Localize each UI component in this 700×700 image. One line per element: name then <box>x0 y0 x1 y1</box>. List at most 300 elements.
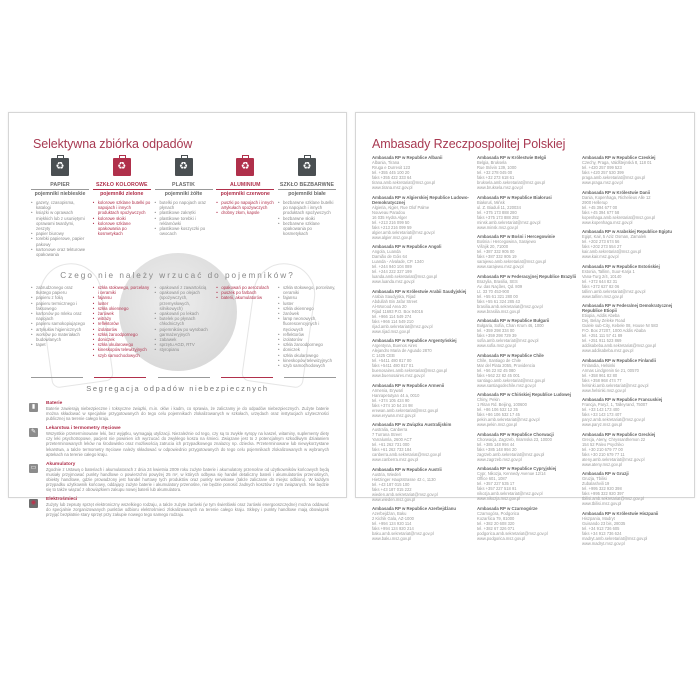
embassy-detail: 1 Ritan Rd. Beijing, 100600 <box>477 402 527 407</box>
list-item: • tapet <box>31 342 89 347</box>
embassy-name: Ambasada RP w Republice Argentyńskiej <box>372 338 457 343</box>
embassy-name: Ambasada RP w Republice Austrii <box>372 466 442 472</box>
list-item: • książki w oprawach miękkich lub z usuniętymi oprawami twardymi, zeszyty <box>31 210 89 231</box>
embassy-email[interactable]: nikozja.amb.sekretariat@msz.gov.pl <box>477 491 543 496</box>
list-item: • izolatorów <box>93 327 151 332</box>
recycle-bin-icon <box>236 158 254 176</box>
embassy-entry <box>372 244 472 284</box>
recycle-bin-icon <box>113 158 131 176</box>
list-item: • witraży <box>93 316 151 321</box>
embassy-name: Ambasada RP w Czarnogórze <box>477 505 538 511</box>
embassy-website[interactable]: www.addisabeba.msz.gov.pl <box>582 348 634 353</box>
embassy-name: Ambasada RP w Królestwie Hiszpanii <box>582 510 659 516</box>
embassy-detail: faks +45 394 677 58 <box>582 209 620 215</box>
bin-category <box>155 158 213 257</box>
embassy-website[interactable]: www.luanda.msz.gov.pl <box>372 279 415 284</box>
embassy-name: Ambasada RP w Republice Finlandii <box>582 357 656 363</box>
embassy-detail: Guisando 23 bis, 28035 <box>582 520 626 526</box>
embassy-detail: Luanda - Alvalade, CP. 1340 <box>372 259 424 264</box>
embassy-detail: faks +359 298 729 39 <box>477 333 517 338</box>
embassy-detail: Armenia, Erywań <box>372 387 404 393</box>
list-item: • butelek po płynach chłodniczych <box>155 316 213 326</box>
embassy-email[interactable]: podgorica.amb.sekretariat@msz.gov.pl <box>477 530 548 536</box>
embassy-email[interactable]: praga.amb.sekretariat@msz.gov.pl <box>582 175 646 180</box>
not-allowed-heading: Czego nie należy wrzucać do pojemników? <box>60 271 295 280</box>
embassy-detail: Bośnia i Hercegowina, Sarajewo <box>477 239 536 244</box>
list-item: • zabrudzonego oraz tłustego papieru <box>31 285 89 295</box>
bin-container-color: pojemniki żółte <box>155 189 213 197</box>
list-item: • szkła stołowego, porcelany, ceramiki <box>278 285 336 295</box>
embassy-name: Ambasada RP w Algierskiej Republice Ludowo-Demokratycznej <box>372 194 469 205</box>
bin-name: PAPIER <box>50 182 70 188</box>
embassy-entry <box>477 195 577 230</box>
embassy-detail: faks +55 61 324 285 43 <box>477 298 520 304</box>
list-item: • fajansu <box>278 295 336 300</box>
embassy-detail: Dej. Belay Zeleke Road <box>582 318 626 323</box>
embassy-detail: faks +61 262 733 184 <box>372 447 412 452</box>
not-allowed-column <box>93 285 151 368</box>
embassy-entry <box>477 318 577 348</box>
list-item: • reflektorów <box>278 332 336 337</box>
embassy-entry <box>372 422 472 462</box>
embassy-detail: Białoruś, Mińsk <box>477 199 505 205</box>
divider <box>31 377 83 378</box>
embassy-name: Ambasada RP w Republice Chorwacji <box>477 431 554 437</box>
divider <box>221 377 273 378</box>
embassy-email[interactable]: brasilia.amb.sekretariat@msz.gov.pl <box>477 303 543 309</box>
embassy-detail: tel. +202 273 674 56 <box>582 239 620 244</box>
embassy-detail: tel. +56 22 82 45 080 <box>477 367 516 373</box>
embassy-website[interactable]: www.kopenhaga.msz.gov.pl <box>582 219 633 225</box>
embassy-detail: 154 52 Paleo Psychiko <box>582 441 624 447</box>
embassy-detail: Rijad 11693 P.O. Box 94016 <box>372 308 424 314</box>
embassy-name: Ambasada RP w Królestwie Danii <box>582 189 650 195</box>
embassy-email[interactable]: zagrzeb.amb.sekretariat@msz.gov.pl <box>477 451 545 457</box>
bin-category <box>31 158 89 257</box>
embassy-detail: faks +966 114 549 210 <box>372 318 414 324</box>
embassy-website[interactable]: www.bruksela.msz.gov.pl <box>477 185 523 190</box>
embassy-detail: faks +30 210 679 77 11 <box>582 451 625 457</box>
embassy-name: Ambasada RP w Republice Greckiej <box>582 431 656 437</box>
embassy-detail: Cypr, Nikozja, Kennedy Avenue 12/14 <box>477 471 546 476</box>
embassy-detail: Australia, Canberra <box>372 427 408 432</box>
embassy-name: Ambasada RP w Republice Bułgarii <box>477 318 550 323</box>
list-item: • szkła okiennego <box>278 306 336 311</box>
embassy-detail: faks +32 273 618 61 <box>477 175 515 180</box>
embassy-column <box>582 155 682 550</box>
not-allowed-column <box>31 285 89 368</box>
embassy-detail: Chorwacja, Zagrzeb, Ilirarnska 23, 10000 <box>477 436 552 442</box>
embassy-email[interactable]: canberra.amb.sekretariat@msz.gov.pl <box>372 452 441 457</box>
bin-category <box>278 158 336 257</box>
embassy-detail: Hiszpania, Madryt <box>582 515 615 521</box>
embassy-detail: tel. +994 124 920 114 <box>372 521 412 526</box>
embassy-detail: tel. +213 216 099 50 <box>372 219 410 225</box>
list-item: • plastikowe koszyczki po owocach <box>155 226 213 236</box>
embassy-detail: faks +34 913 736 624 <box>582 530 622 536</box>
list-item: • żarówek <box>93 311 151 316</box>
hazard-body <box>46 401 329 421</box>
list-item: • lamp neonowych, fluorescencyjnych i rtęciowych <box>278 316 336 332</box>
embassy-detail: faks +202 273 554 27 <box>582 244 622 249</box>
embassy-detail: Etiopia, Addis Abeba <box>582 313 620 318</box>
embassy-name: Ambasada RP w Królestwie Arabii Saudyjskiej <box>372 288 467 294</box>
embassy-detail: 7 Turrana Street <box>372 432 402 437</box>
embassy-website[interactable]: www.madryt.msz.gov.pl <box>582 540 625 546</box>
embassy-entry <box>372 338 472 378</box>
embassy-detail: 16 035 Hydra Alger <box>372 214 408 220</box>
embassy-entry <box>477 506 577 541</box>
embassy-detail: tel. +358 961 82 80 <box>582 372 618 378</box>
embassy-email[interactable]: wieden.amb.sekretariat@msz.gov.pl <box>372 491 438 497</box>
embassy-entry <box>477 353 577 388</box>
embassy-email[interactable]: tbilisi.amb.sekretariat@msz.gov.pl <box>582 496 644 501</box>
recycle-symbol-icon: ♻ <box>55 161 65 172</box>
bin-container-color: pojemniki czerwone <box>216 189 274 197</box>
embassy-email[interactable]: helsinki.amb.sekretariat@msz.gov.pl <box>582 382 649 388</box>
list-item: • szkła okularowego <box>278 353 336 358</box>
embassy-detail: Gruzja, Tbilisi <box>582 476 607 481</box>
embassy-detail: P.O. Box 27207, 1000 Addis Ababa <box>582 328 646 333</box>
embassy-detail: Damião de Góis 64 <box>372 254 408 259</box>
bin-category <box>93 158 151 257</box>
embassy-website[interactable]: www.kair.msz.gov.pl <box>582 254 619 259</box>
embassy-name: Ambasada RP w Republice Cypryjskiej <box>477 466 557 471</box>
embassy-detail: tel. +251 911 523 869 <box>582 338 622 343</box>
divider-rules <box>31 377 336 378</box>
embassy-detail: tel. +45 394 677 00 <box>582 204 618 210</box>
embassy-detail: Albania, Tirana <box>372 160 400 165</box>
embassy-detail: tel. +86 106 532 12 35 <box>477 407 518 412</box>
page-title: Ambasady Rzeczpospolitej Polskiej <box>372 137 566 151</box>
embassies-page <box>355 112 695 546</box>
embassy-detail: tel. +372 644 82 31 <box>582 278 618 284</box>
embassy-detail: faks +372 627 82 06 <box>582 283 620 289</box>
embassy-email[interactable]: algier.amb.sekretariat@msz.gov.pl <box>372 229 435 235</box>
embassy-detail: faks +358 968 474 77 <box>582 377 622 383</box>
embassy-detail: Lt. 33 70 453-900 <box>477 288 510 294</box>
list-item: • szkła okiennego <box>93 306 151 311</box>
embassy-detail: Nouveau Paradou <box>372 209 406 215</box>
embassy-detail: tel. +966 114 549 274 <box>372 313 412 319</box>
embassy-detail: tel. +382 67 326 071 <box>477 525 515 531</box>
list-item: • zabawek <box>155 337 213 342</box>
embassy-detail: Egipt, Kair, 5 Aziz Osman, Zamalek <box>582 234 647 239</box>
list-item: • plastikowe torebki i reklamówki <box>155 216 213 226</box>
embassy-email[interactable]: santiago.amb.sekretariat@msz.gov.pl <box>477 377 546 383</box>
embassy-detail: faks +43 187 015 222 <box>372 486 412 492</box>
embassy-detail: tel. +359 298 334 00 <box>477 328 515 333</box>
embassy-detail: Rruga e Durresit 123 <box>372 165 410 170</box>
embassy-email[interactable]: buenosaires.amb.sekretariat@msz.gov.pl <box>372 368 448 373</box>
embassy-name: Ambasada RP w Związku Australijskim <box>372 422 452 427</box>
hazard-title: Akumulatory <box>46 461 76 467</box>
list-item: • szkła okularowego <box>93 342 151 347</box>
embassy-name: Ambasada RP w Federalnej Demokratycznej Republice Etiopii <box>582 303 673 313</box>
bin-container-color: pojemniki niebieskie <box>31 189 89 197</box>
embassy-entry <box>372 195 472 240</box>
embassy-detail: Office 601, 1087 <box>477 476 507 481</box>
embassy-email[interactable]: paryz.amb.sekretariat@msz.gov.pl <box>582 417 645 422</box>
bin-lid <box>57 155 64 159</box>
list-item: • szkła żaroodpornego <box>93 332 151 337</box>
list-item: • opakowań po lekach <box>155 311 213 316</box>
recycle-symbol-icon: ♻ <box>302 161 312 172</box>
embassy-detail: ul. Z. Biaduli 11, 220034 <box>477 204 521 210</box>
embassy-website[interactable]: www.helsinki.msz.gov.pl <box>582 387 626 393</box>
hazard-text: Baterie zawierają niebezpieczne i toksyczne związki, m.in. ołów i kadm, co sprawia, że zaliczamy je do odpadów niebezpiecznych. Zużyte baterie można składować w specjalnie przygotowanych do tego celu pojemnikach zlokalizowanych w szkołach, urzędach oraz instytucjach użyteczności publicznej na terenie całego kraju. <box>46 406 329 422</box>
embassy-detail: tel. +34 913 736 605 <box>582 525 620 531</box>
list-item: • baterii, akumulatorów <box>216 295 274 300</box>
not-allowed-lists <box>31 285 336 368</box>
embassy-detail: faks +387 332 905 19 <box>477 254 517 259</box>
embassy-website[interactable]: www.buenosaires.msz.gov.pl <box>372 373 425 378</box>
embassy-detail: Kozaršica 79, 81000 <box>477 515 515 521</box>
embassy-email[interactable]: erewan.amb.sekretariat@msz.gov.pl <box>372 407 439 413</box>
embassy-website[interactable]: www.wieden.msz.gov.pl <box>372 496 416 502</box>
embassy-detail: tel. +30 210 679 77 00 <box>582 446 623 452</box>
bin-items <box>31 200 89 257</box>
embassy-detail: tel. +33 143 173 400 <box>582 407 620 412</box>
list-item: • żarówek <box>278 311 336 316</box>
bin-name: PLASTIK <box>172 182 195 188</box>
embassy-detail: faks +375 173 888 282 <box>477 214 519 220</box>
embassy-entry <box>372 155 472 190</box>
hazard-item <box>29 426 329 456</box>
hazard-text: Zgodnie z Ustawą o bateriach i akumulatorach z dnia 24 kwietnia 2009 roku zużyte baterie i akumulatory przenośne od użytkowników końcowych będą musiały przyjmować punkty handlowe o powierzchni powyżej 25 m², w których odbywa się handel detaliczny baterii i akumulatorów przenośnych, obiekty handlowe, gdzie prowadzony jest handel hurtowy tych produktów oraz punkty serwisowe (także zaliczane do miejsc odbioru). W każdym przypadku użytkownik końcowy, oddający zużyte baterie i akumulatory przenośne, nie będzie ponosić żadnych kosztów z tym związanych. Nie będzie się to także wiązać z obowiązkiem zakupu nowej baterii lub akumulatora. <box>46 466 329 493</box>
embassy-detail: Chiny, Pekin <box>477 397 500 402</box>
embassy-name: Ambasada RP w Republice Estońskiej <box>582 263 660 269</box>
embassy-email[interactable]: addisabeba.amb.sekretariat@msz.gov.pl <box>582 343 656 348</box>
waste-segregation-page <box>8 112 347 518</box>
embassy-detail: Angola, Luanda <box>372 249 401 254</box>
embassy-detail: Belgia, Bruksela <box>477 160 507 165</box>
embassy-website[interactable]: www.tallinn.msz.gov.pl <box>582 293 623 299</box>
embassy-entry <box>582 155 682 185</box>
hazard-item <box>29 462 329 492</box>
embassy-entry <box>582 358 682 393</box>
embassy-email[interactable]: sarajewo.amb.sekretariat@msz.gov.pl <box>477 259 547 264</box>
not-allowed-items <box>93 285 151 358</box>
embassy-detail: tel. +375 173 888 280 <box>477 209 517 215</box>
embassy-website[interactable]: www.sofia.msz.gov.pl <box>477 343 516 348</box>
embassy-email[interactable]: baku.amb.sekretariat@msz.gov.pl <box>372 531 434 536</box>
embassy-detail: Abdullah Bin Jafar Street <box>372 298 418 304</box>
embassy-detail: Hanrapetutyan 44 a, 0010 <box>372 392 420 398</box>
embassy-name: Ambasada RP w Gruzji <box>582 471 629 476</box>
embassy-email[interactable]: madryt.amb.sekretariat@msz.gov.pl <box>582 535 648 541</box>
embassy-detail: Finlandia, Helsinki <box>582 362 616 368</box>
bin-name: SZKŁO KOLOROWE <box>95 182 148 188</box>
embassy-email[interactable]: kair.amb.sekretariat@msz.gov.pl <box>582 249 642 254</box>
bin-lid <box>304 155 311 159</box>
list-item: • drobny złom, kapsle <box>216 210 274 215</box>
list-item: • kolorowe szklane opakowania po kosmetykach <box>93 221 151 237</box>
embassy-website[interactable]: www.pekin.msz.gov.pl <box>477 422 517 427</box>
embassy-website[interactable]: www.algier.msz.gov.pl <box>372 234 412 240</box>
embassy-name: Ambasada RP w Republice Białorusi <box>477 194 552 200</box>
embassy-entry <box>477 274 577 314</box>
embassy-email[interactable]: ateny.amb.sekretariat@msz.gov.pl <box>582 456 645 462</box>
bin-items <box>93 200 151 236</box>
bin-category <box>216 158 274 257</box>
embassy-detail: Grecja, Ateny, Chryssanthemon 22 <box>582 436 646 442</box>
embassy-detail: Vana-Turg 2/4, 10140 <box>582 273 622 279</box>
not-allowed-items <box>216 285 274 301</box>
list-item: • puszek po farbach <box>216 290 274 295</box>
embassy-detail: tel. +5411 480 817 00 <box>372 358 412 363</box>
not-allowed-column <box>278 285 336 368</box>
embassy-entry <box>582 511 682 546</box>
embassy-name: Ambasada RP w Republice Francuskiej <box>582 397 663 402</box>
embassy-detail: tel. +32 278 045 00 <box>477 170 513 175</box>
bin-name: SZKŁO BEZBARWNE <box>279 182 335 188</box>
embassy-detail: tel. +387 332 905 00 <box>477 249 515 254</box>
not-allowed-items <box>31 285 89 347</box>
hazard-body <box>46 497 329 517</box>
embassy-email[interactable]: minsk.amb.sekretariat@msz.gov.pl <box>477 219 541 225</box>
recycle-bin-icon <box>298 158 316 176</box>
not-allowed-column <box>216 285 274 368</box>
embassy-detail: Zubalashvili 19 <box>582 481 610 486</box>
embassy-detail: tel. +995 322 920 398 <box>582 486 622 491</box>
embassy-detail: Armas Lindgrenin tie 21, 00570 <box>582 367 639 373</box>
embassy-name: Ambasada RP w Republice Azerbejdżanu <box>372 506 457 511</box>
embassy-website[interactable]: www.praga.msz.gov.pl <box>582 180 623 185</box>
embassy-name: Ambasada RP w Chińskiej Republice Ludowej <box>477 392 571 397</box>
embassy-name: Ambasada RP w Republice Angoli <box>372 244 442 249</box>
embassy-email[interactable]: luanda.amb.sekretariat@msz.gov.pl <box>372 274 438 279</box>
embassy-detail: Arabia Saudyjska, Rijad <box>372 293 416 299</box>
embassy-detail: Hietzinger Hauptstrasse 42 c, 1130 <box>372 476 436 482</box>
recycle-symbol-icon: ♻ <box>240 161 250 172</box>
embassy-email[interactable]: tallinn.amb.sekretariat@msz.gov.pl <box>582 288 646 294</box>
embassy-website[interactable]: www.brasilia.msz.gov.pl <box>477 308 521 314</box>
embassy-website[interactable]: www.zagrzeb.msz.gov.pl <box>477 456 522 462</box>
list-item: • opakowań z zawartością <box>155 285 213 290</box>
list-item: • puszki po napojach i innych artykułach spożywczych <box>216 200 274 210</box>
embassy-detail: Algieria, Algier, Rue Olof Palme <box>372 204 430 210</box>
embassy-detail: tel. +374 105 424 90 <box>372 397 410 403</box>
embassy-detail: Argentyna, Buenos Aires <box>372 343 418 348</box>
embassy-website[interactable]: www.minsk.msz.gov.pl <box>477 224 518 230</box>
embassy-name: Ambasada RP w Republice Czeskiej <box>582 155 656 160</box>
embassy-name: Ambasada RP w Federacyjnej Republice Brazylii <box>477 273 577 279</box>
embassy-columns <box>372 155 682 550</box>
embassy-entry <box>372 467 472 502</box>
embassy-detail: faks +374 10 54 24 98 <box>372 402 413 408</box>
embassy-email[interactable]: sofia.amb.sekretariat@msz.gov.pl <box>477 338 539 343</box>
embassy-detail: Azerbejdżan, Baku <box>372 511 407 516</box>
embassy-detail: Rue Stévin 139, 1000 <box>477 165 517 170</box>
embassy-email[interactable]: rijad.amb.sekretariat@msz.gov.pl <box>372 323 433 329</box>
list-item: • worków po materiałach budowlanych <box>31 332 89 342</box>
embassy-detail: tel. +244 222 327 199 <box>372 269 412 274</box>
list-item: • pojemników po wyrobach garmażeryjnych <box>155 327 213 337</box>
embassy-detail: tel. +251 111 57 41 89 <box>582 333 623 338</box>
embassy-email[interactable]: pekin.amb.sekretariat@msz.gov.pl <box>477 417 540 422</box>
embassy-website[interactable]: www.santiagodechile.msz.gov.pl <box>477 382 536 388</box>
embassy-website[interactable]: www.baku.msz.gov.pl <box>372 536 412 541</box>
list-item: • styropianu <box>155 347 213 352</box>
embassy-detail: Višnjik 20, 71000 <box>477 244 509 249</box>
embassy-entry <box>372 506 472 541</box>
embassy-website[interactable]: www.podgorica.msz.gov.pl <box>477 535 526 541</box>
not-allowed-column <box>155 285 213 368</box>
embassy-detail: Yarralumla, 2600 ACT <box>372 437 412 442</box>
embassy-detail: faks +385 148 994 20 <box>477 446 517 452</box>
embassy-name: Ambasada RP w Bośni i Hercegowinie <box>477 234 556 239</box>
divider <box>94 377 146 378</box>
embassy-entry <box>582 229 682 259</box>
embassy-website[interactable]: www.canberra.msz.gov.pl <box>372 457 419 462</box>
list-item: • kineskopów telewizyjnych <box>278 358 336 363</box>
recycle-bin-icon <box>175 158 193 176</box>
embassy-detail: Gulele sub-City, Kebele 08, House Nr 583 <box>582 323 658 328</box>
embassy-email[interactable]: tirana.amb.sekretariat@msz.gov.pl <box>372 180 436 185</box>
bin-lid <box>181 155 188 159</box>
list-item: • papier biurowy <box>31 231 89 236</box>
bin-items <box>278 200 336 236</box>
embassy-website[interactable]: www.sarajewo.msz.gov.pl <box>477 264 524 269</box>
embassy-website[interactable]: www.erywan.msz.gov.pl <box>372 412 416 418</box>
embassy-detail: tel. +385 148 994 44 <box>477 441 515 447</box>
embassy-entry <box>477 466 577 501</box>
embassy-name: Ambasada RP w Arabskiej Republice Egiptu <box>582 229 673 234</box>
embassy-entry <box>372 289 472 334</box>
list-item: • kartonowe oraz tekturowe opakowania <box>31 247 89 257</box>
hazard-text: Wszystkie przeterminowane leki, bez wyjątku, wymagają utylizacji. Niezależnie od tego, czy są to zwykłe syropy na kaszel, witaminy, suplementy diety czy leki psychotropowe, pacjent nie powinien ich wyrzucać do zwykłego kosza na śmieci. Związane jest to z potencjalnym szkodliwym działaniem przeterminowanych leków na środowisko oraz możliwością zatrucia ich przypadkowego znalazcy np. dziecka. Przeterminowane lub niewykorzystane lekarstwa, a także termometry rtęciowe należy składować w odpowiednio przygotowanych do tego celu pojemnikach zlokalizowanych w wybranych aptekach na terenie całego kraju. <box>46 431 329 457</box>
embassy-website[interactable]: www.nikozja.msz.gov.pl <box>477 496 520 501</box>
hazard-title: Elektrośmieci <box>46 497 78 503</box>
electronics-icon: ◉ <box>30 500 37 507</box>
embassy-detail: faks +355 422 333 64 <box>372 175 412 180</box>
embassy-email[interactable]: kopenhaga.amb.sekretariat@msz.gov.pl <box>582 214 656 220</box>
embassy-detail: Av. das Nações, Qd. 809 <box>477 283 523 289</box>
embassy-name: Ambasada RP w Republice Chile <box>477 352 544 358</box>
embassy-detail: faks +86 106 532 17 45 <box>477 412 520 417</box>
embassy-website[interactable]: www.paryz.msz.gov.pl <box>582 422 623 427</box>
embassy-column <box>477 155 577 550</box>
embassy-detail: faks +995 322 920 397 <box>582 491 624 496</box>
embassy-detail: Francja, Paryż, 1, Talleyrand, 75007 <box>582 402 648 407</box>
hazard-body <box>46 462 329 492</box>
list-item: • sprzętu AGD, RTV <box>155 342 213 347</box>
embassy-detail: faks +357 227 518 91 <box>477 486 517 491</box>
list-item: • kolorowe słoiki <box>93 216 151 221</box>
embassy-email[interactable]: bruksela.amb.sekretariat@msz.gov.pl <box>477 180 546 185</box>
medicine-icon: ✎ <box>30 429 37 436</box>
battery-icon: ▮ <box>29 403 38 412</box>
divider <box>158 377 210 378</box>
embassy-detail: Brazylia, Brasilia, SES <box>477 278 518 284</box>
list-item: • doniczek <box>93 337 151 342</box>
hazard-text: Zużyty lub zepsuty sprzęt elektroniczny wszelkiego rodzaju, a także zużyte żarówki (w tym świetlówki oraz żarówki energooszczędne) można oddawać do specjalnie zorganizowanych punktów odbioru elektrośmieci zlokalizowanych na terenie całego kraju. Sklepy i punkty handlowe mają obowiązek przyjąć bezpłatnie stary sprzęt przy zakupie nowego tego samego rodzaju. <box>46 502 329 518</box>
not-allowed-items <box>155 285 213 353</box>
embassy-detail: faks +33 143 173 407 <box>582 412 622 417</box>
embassy-website[interactable]: www.ateny.msz.gov.pl <box>582 461 622 467</box>
embassy-website[interactable]: www.rijad.msz.gov.pl <box>372 328 410 334</box>
not-allowed-items <box>278 285 336 368</box>
embassy-name: Ambasada RP w Republice Albanii <box>372 155 443 160</box>
list-item: • papieru z folią <box>31 295 89 300</box>
embassy-website[interactable]: www.tbilisi.msz.gov.pl <box>582 501 622 506</box>
list-item: • szkła żaroodpornego <box>278 342 336 347</box>
embassy-entry <box>582 264 682 299</box>
embassy-detail: Estonia, Tallinn, Suur-Karja 1 <box>582 268 635 274</box>
embassy-website[interactable]: www.tirana.msz.gov.pl <box>372 185 413 190</box>
embassy-detail: Mar del Plata 2055, Providencia <box>477 362 536 368</box>
